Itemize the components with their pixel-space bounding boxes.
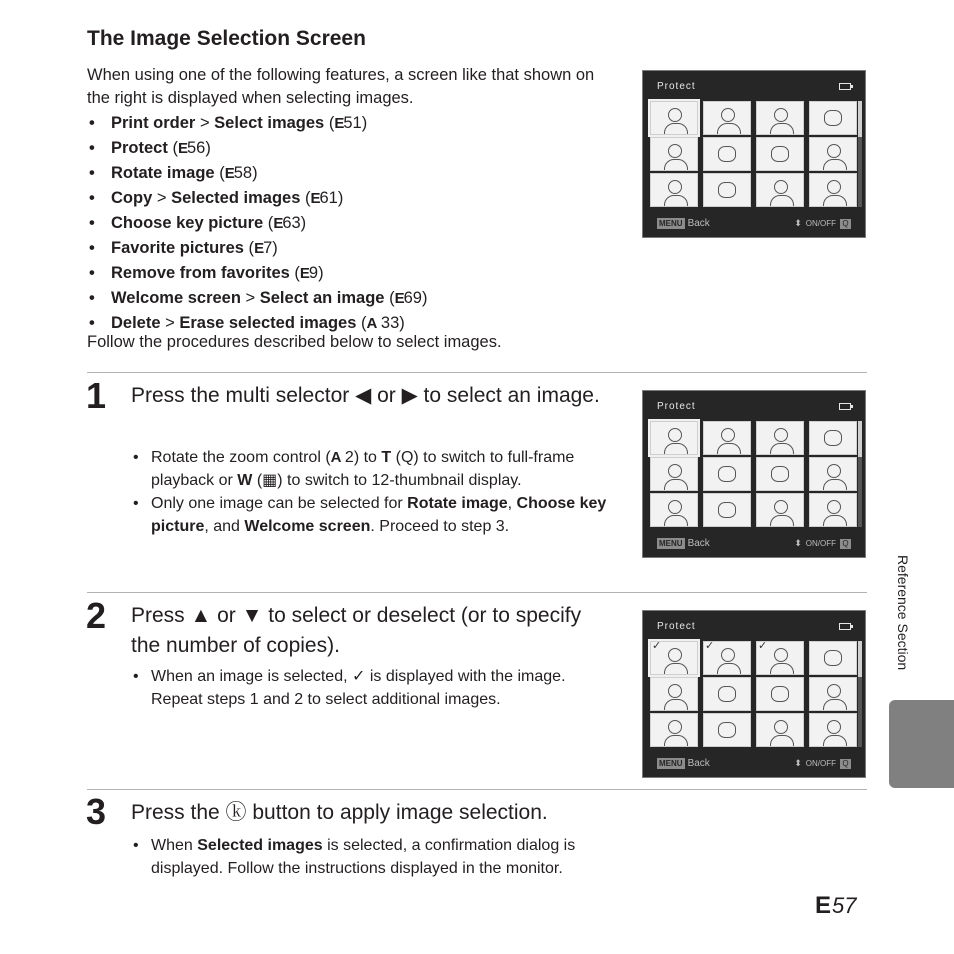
divider [87,592,867,593]
text: 2) to [340,449,382,466]
step-number: 3 [86,791,107,832]
bold-term: Delete [111,314,161,332]
text: (Q) to switch to full-frame playback or [151,449,575,489]
text: 56) [186,139,211,157]
thumbnail[interactable] [809,493,857,527]
thumbnail[interactable] [809,421,857,455]
thumbnail-picture [718,502,736,518]
back-label: Back [687,538,710,549]
step-detail-item [131,665,611,711]
feature-item [87,286,427,311]
thumbnail-picture [774,180,788,194]
e-reference-icon: E [310,190,320,207]
thumbnail[interactable] [756,137,804,171]
thumbnail-picture [771,146,789,162]
scrollbar [858,641,862,747]
thumbnail[interactable] [650,493,698,527]
thumbnail-picture [721,108,735,122]
battery-icon [839,623,851,630]
page-number: E 57 [815,892,857,919]
onoff-hint [794,218,851,229]
follow-paragraph: Follow the procedures described below to select images. [87,333,502,351]
side-section-label: Reference Section [895,555,911,671]
thumbnail-picture [827,720,841,734]
bold-term: Rotate image [407,495,508,512]
e-reference-icon: E [334,115,344,132]
text: > [240,289,260,307]
feature-item [87,136,427,161]
intro-paragraph: When using one of the following features, a screen like that shown on the right is displayed when selecting images. [87,66,595,107]
thumbnail-grid [650,421,859,527]
thumbnail[interactable] [703,173,751,207]
step-title: Press ▲ or ▼ to select or deselect (or to specify the number of copies). [131,604,582,657]
feature-item [87,186,427,211]
book-reference-icon: A [366,315,377,332]
thumbnail-picture [774,108,788,122]
thumbnail-picture [668,144,682,158]
text: Only one image can be selected for [151,495,408,512]
battery-icon [839,83,851,90]
thumbnail-picture [774,720,788,734]
thumbnail[interactable] [703,137,751,171]
thumbnail-picture [668,428,682,442]
text: ( [214,164,225,182]
thumbnail-picture [827,500,841,514]
bold-term: Selected images [171,189,301,207]
thumbnail-picture [718,146,736,162]
bold-term: Remove from favorites [111,264,290,282]
bold-term: Choose key picture [111,214,264,232]
thumbnail-picture [718,182,736,198]
thumbnail[interactable] [703,493,751,527]
bold-term: Select an image [259,289,385,307]
text: 69) [403,289,428,307]
section-tab [889,700,954,788]
bold-term: Rotate image [111,164,215,182]
thumbnail-picture [824,650,842,666]
thumbnail[interactable] [809,677,857,711]
text: ( [289,264,300,282]
e-reference-icon: E [254,240,264,257]
thumbnail-picture [668,720,682,734]
check-icon: ✓ [705,641,715,652]
thumbnail-picture [774,500,788,514]
camera-screen [642,70,866,238]
text: ( [324,114,335,132]
thumbnail-picture [668,500,682,514]
scrollbar [858,421,862,527]
bold-term: T [381,449,392,466]
step-details [131,665,611,711]
camera-screen [642,390,866,558]
feature-item [87,161,427,186]
up-down-icon: ⬍ [794,758,802,768]
thumbnail-picture [721,428,735,442]
step-number: 2 [86,595,107,636]
text: ( [167,139,178,157]
scrollbar [858,101,862,207]
zoom-icon: Q [840,759,851,769]
text: , [507,495,517,512]
thumbnail[interactable] [756,457,804,491]
thumbnail-picture [827,684,841,698]
bold-term: Welcome screen [244,518,371,535]
menu-button-icon: MENU [659,759,683,768]
book-reference-icon: A [330,449,341,466]
text: When [151,837,198,854]
text: 9) [308,264,324,282]
check-icon: ✓ [652,641,662,652]
camera-screen [642,610,866,778]
text: ( [300,189,311,207]
bold-term: W [237,472,253,489]
thumbnail[interactable] [756,713,804,747]
text: > [160,314,180,332]
e-reference-icon: E [394,290,404,307]
text: When an image is selected, [151,668,352,685]
bold-term: Select images [214,114,325,132]
bold-term: Choose key picture [151,495,607,535]
thumbnail-picture [827,180,841,194]
e-reference-icon: E [177,140,187,157]
onoff-label: ON/OFF [805,759,836,768]
text: ( [263,214,274,232]
bold-term: Print order [111,114,196,132]
text: is displayed with the image. Repeat steps 1 and 2 to select additional images. [151,668,566,708]
thumbnail[interactable] [809,101,857,135]
thumbnail[interactable] [809,457,857,491]
back-hint [657,758,710,769]
up-down-icon: ⬍ [794,218,802,228]
text: ( [243,239,255,257]
menu-button-icon: MENU [659,539,683,548]
thumbnail[interactable] [650,421,698,455]
thumbnail-picture [668,648,682,662]
e-reference-icon: E [224,165,234,182]
text: 7) [263,239,278,257]
bold-term: Erase selected images [179,314,357,332]
step-number: 1 [86,375,107,416]
thumbnail-picture [718,722,736,738]
feature-item [87,111,427,136]
thumbnail-picture [827,464,841,478]
thumbnail[interactable] [809,641,857,675]
thumbnail[interactable] [703,641,751,675]
thumbnail[interactable] [650,641,698,675]
feature-list [87,111,427,336]
battery-icon [839,403,851,410]
e-reference-icon: E [815,892,832,919]
feature-item [87,211,427,236]
onoff-hint [794,758,851,769]
thumbnail[interactable] [650,713,698,747]
thumbnail-picture [771,466,789,482]
screen-header: Protect [657,81,696,92]
thumbnail[interactable] [809,173,857,207]
thumbnail-picture [824,110,842,126]
text: . Proceed to step 3. [370,518,510,535]
thumbnail[interactable] [756,101,804,135]
thumbnail-picture [827,144,841,158]
thumbnail[interactable] [650,457,698,491]
step-detail-item [131,834,611,880]
thumbnail[interactable] [756,421,804,455]
divider [87,372,867,373]
zoom-icon: Q [840,539,851,549]
thumbnail[interactable] [703,713,751,747]
thumbnail[interactable] [756,173,804,207]
screen-header: Protect [657,621,696,632]
thumbnail-picture [824,430,842,446]
step-detail-item [131,492,611,538]
thumbnail-picture [668,180,682,194]
menu-button-icon: MENU [659,219,683,228]
e-reference-icon: E [273,215,283,232]
thumbnail-grid [650,641,859,747]
thumbnail-picture [668,684,682,698]
thumbnail-picture [774,428,788,442]
step-details [131,446,611,538]
text: 58) [233,164,258,182]
step-detail-item [131,446,611,492]
thumbnail[interactable] [703,457,751,491]
thumbnail-picture [718,686,736,702]
back-hint [657,538,710,549]
step-title: Press the ⓚ button to apply image selection. [131,801,548,824]
thumbnail-picture [721,648,735,662]
thumbnail[interactable] [650,173,698,207]
bold-term: Welcome screen [111,289,241,307]
text: 63) [282,214,307,232]
text: Rotate the zoom control ( [151,449,331,466]
bold-term: Favorite pictures [111,239,244,257]
text: 51) [343,114,368,132]
onoff-hint [794,538,851,549]
zoom-icon: Q [840,219,851,229]
bold-term: ✓ [352,668,366,685]
thumbnail-picture [718,466,736,482]
back-label: Back [687,218,710,229]
text: > [195,114,215,132]
thumbnail[interactable] [650,677,698,711]
section-title: The Image Selection Screen [87,27,366,50]
onoff-label: ON/OFF [805,539,836,548]
feature-item [87,236,427,261]
text: , and [204,518,245,535]
thumbnail-grid [650,101,859,207]
bold-term: Selected images [197,837,323,854]
up-down-icon: ⬍ [794,538,802,548]
thumbnail-picture [668,464,682,478]
bold-term: Protect [111,139,168,157]
text: > [152,189,172,207]
thumbnail[interactable] [756,493,804,527]
screen-header: Protect [657,401,696,412]
check-icon: ✓ [758,641,768,652]
text: (▦) to switch to 12-thumbnail display. [252,472,522,489]
thumbnail[interactable] [650,137,698,171]
back-hint [657,218,710,229]
thumbnail[interactable] [809,137,857,171]
thumbnail[interactable] [703,101,751,135]
thumbnail[interactable] [703,421,751,455]
text: ( [384,289,395,307]
step-details [131,834,611,880]
onoff-label: ON/OFF [805,219,836,228]
text: ( [356,314,367,332]
thumbnail[interactable] [756,677,804,711]
thumbnail-picture [771,686,789,702]
thumbnail-picture [774,648,788,662]
text: 33) [376,314,405,332]
back-label: Back [687,758,710,769]
text: 61) [319,189,344,207]
feature-item [87,261,427,286]
thumbnail[interactable] [650,101,698,135]
e-reference-icon: E [299,265,309,282]
step-title: Press the multi selector ◀ or ▶ to select an image. [131,384,600,407]
divider [87,789,867,790]
thumbnail[interactable] [756,641,804,675]
bold-term: Copy [111,189,153,207]
thumbnail[interactable] [809,713,857,747]
text: is selected, a confirmation dialog is displayed. Follow the instructions displayed in the monitor. [151,837,576,877]
thumbnail[interactable] [703,677,751,711]
thumbnail-picture [668,108,682,122]
